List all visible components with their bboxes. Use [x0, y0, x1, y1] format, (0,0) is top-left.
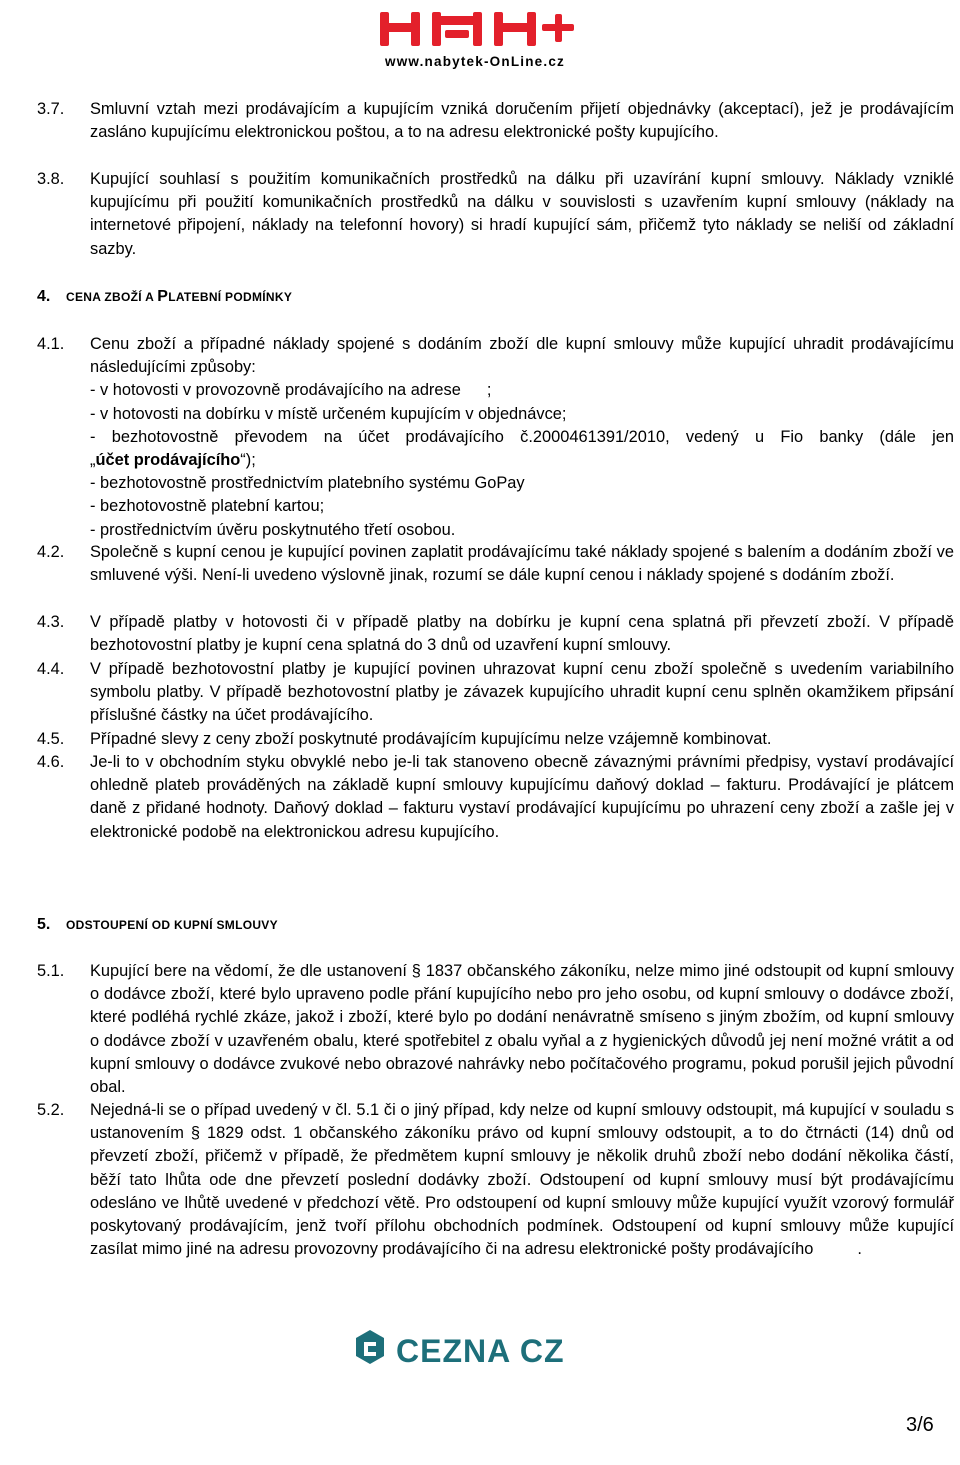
paragraph-4-3	[37, 611, 954, 657]
section-number: 4.	[37, 288, 51, 305]
payment-method-line: - prostřednictvím úvěru poskytnutého třetí osobou.	[90, 520, 456, 539]
paragraph-3-8	[37, 168, 954, 261]
paragraph-text: Společně s kupní cenou je kupující povinen zaplatit prodávajícímu také náklady spojené s balením a dodáním zboží ve smluvené výši. Není-li uvedeno výslovně jinak, rozumí se dále kupní cenou i náklady spojené s dodáním zboží.	[90, 543, 954, 585]
page-number: 3/6	[906, 1414, 934, 1436]
paragraph-number: 4.6.	[37, 753, 65, 771]
paragraph-4-5	[37, 728, 954, 751]
paragraph-number: 4.2.	[37, 543, 65, 561]
payment-method-text: - v hotovosti v provozovně prodávajícího na adrese	[90, 381, 461, 400]
paragraph-number: 5.2.	[37, 1101, 65, 1119]
payment-method-line: - v hotovosti na dobírku v místě určeném kupujícím v objednávce;	[90, 404, 567, 423]
paragraph-number: 4.4.	[37, 660, 65, 678]
paragraph-number: 4.5.	[37, 730, 65, 748]
paragraph-5-2	[37, 1099, 954, 1261]
payment-method-line	[90, 449, 954, 472]
cezna-mark-icon	[356, 1330, 384, 1364]
paragraph-number: 5.1.	[37, 962, 65, 980]
paragraph-4-4	[37, 658, 954, 728]
paragraph-5-1	[37, 960, 954, 1099]
section-heading-5	[37, 916, 278, 934]
paragraph-text: V případě platby v hotovosti či v případě platby na dobírku je kupní cena splatná při převzetí zboží. V případě bezhotovostní platby je kupní cena splatná do 3 dnů od uzavření kupní smlouvy.	[90, 613, 954, 655]
section-title-part: CENA ZBOŽÍ A	[66, 290, 158, 304]
paragraph-text: Kupující bere na vědomí, že dle ustanovení § 1837 občanského zákoníku, nelze mimo jiné odstoupit od kupní smlouvy o dodávce zboží, které bylo upraveno podle přání kupujícího nebo pro jeho osobu, od kupní smlouvy o dodávce zboží, které podléhá rychlé zkáze, jakož i zboží, které bylo po dodání nenávratně smíseno s jiným zbožím, od kupní smlouvy o dodávce zboží v uzavřeném obalu, které spotřebitel z obalu vyňal a z hygienických důvodů jej není možné vrátit a od kupní smlouvy o dodávce zvukové nebo obrazové nahrávky nebo počítačového programu, pokud porušil jejich původní obal.	[90, 962, 954, 1097]
logo-url-text: www.nabytek-OnLine.cz	[385, 54, 565, 69]
paragraph-text: Smluvní vztah mezi prodávajícím a kupujícím vzniká doručením přijetí objednávky (akceptací), jež je prodávajícím zasláno kupujícímu elektronickou poštou, a to na adresu elektronické pošty kupujícího.	[90, 100, 954, 142]
paragraph-end: .	[857, 1240, 862, 1259]
cezna-logo-text: CEZNA CZ	[396, 1333, 565, 1369]
payment-method-line	[90, 379, 954, 402]
section-title	[66, 290, 292, 304]
section-title-capital: P	[157, 288, 169, 305]
paragraph-4-6	[37, 751, 954, 844]
paragraph-number: 3.7.	[37, 100, 65, 118]
paragraph-text	[90, 1099, 954, 1261]
paragraph-number: 4.1.	[37, 335, 65, 353]
paragraph-3-7	[37, 98, 954, 144]
payment-method-line: - bezhotovostně platební kartou;	[90, 497, 325, 516]
section-heading-4	[37, 288, 292, 306]
quote-mark: “);	[240, 451, 256, 470]
payment-method-line: - bezhotovostně převodem na účet prodávajícího č.2000461391/2010, vedený u Fio banky (dále jen	[90, 427, 954, 446]
logo-furniture-icon	[350, 6, 600, 50]
site-logo	[340, 6, 610, 72]
cezna-logo	[352, 1328, 588, 1376]
section-title: ODSTOUPENÍ OD KUPNÍ SMLOUVY	[66, 918, 278, 932]
section-number: 5.	[37, 916, 51, 933]
paragraph-4-1	[37, 333, 954, 542]
paragraph-text: Kupující souhlasí s použitím komunikačních prostředků na dálku při uzavírání kupní smlouvy. Náklady vzniklé kupujícímu při použití komunikačních prostředků na dálku v souvislosti s uzavřením kupní smlouvy (náklady na internetové připojení, náklady na telefonní hovory) si hradí kupující sám, přičemž tyto náklady se neliší od základní sazby.	[90, 170, 954, 258]
paragraph-4-2	[37, 541, 954, 587]
payment-method-text: ;	[486, 381, 492, 400]
paragraph-number: 3.8.	[37, 170, 65, 188]
section-title-part: LATEBNÍ PODMÍNKY	[168, 290, 293, 304]
paragraph-text: Případné slevy z ceny zboží poskytnuté prodávajícím kupujícímu nelze vzájemně kombinovat.	[90, 730, 772, 748]
paragraph-number: 4.3.	[37, 613, 65, 631]
paragraph-text: Cenu zboží a případné náklady spojené s dodáním zboží dle kupní smlouvy může kupující uhradit prodávajícímu následujícími způsoby:	[90, 335, 954, 377]
payment-method-line: - bezhotovostně prostřednictvím platebního systému GoPay	[90, 474, 525, 493]
paragraph-text: V případě bezhotovostní platby je kupující povinen uhrazovat kupní cenu zboží společně s uvedením variabilního symbolu platby. V případě bezhotovostní platby je závazek kupujícího uhradit kupní cenu splněn okamžikem připsání příslušné částky na účet prodávajícího.	[90, 660, 954, 725]
account-term: účet prodávajícího	[95, 451, 241, 470]
paragraph-text: Je-li to v obchodním styku obvyklé nebo je-li tak stanoveno obecně závaznými právními předpisy, vystaví prodávající ohledně plateb prováděných na základě kupní smlouvy kupujícímu daňový doklad – fakturu. Prodávající je plátcem daně z přidané hodnoty. Daňový doklad – fakturu vystaví prodávající kupujícímu po uhrazení ceny zboží a zašle jej v elektronické podobě na elektronickou adresu kupujícího.	[90, 753, 954, 841]
paragraph-text-body: Nejedná-li se o případ uvedený v čl. 5.1 či o jiný případ, kdy nelze od kupní smlouvy odstoupit, má kupující v souladu s ustanovením § 1829 odst. 1 občanského zákoníku právo od kupní smlouvy odstoupit, a to do čtrnácti (14) dnů od převzetí zboží, přičemž v případě, že předmětem kupní smlouvy je několik druhů zboží nebo dodání několika částí, běží tato lhůta ode dne převzetí poslední dodávky zboží. Odstoupení od kupní smlouvy musí být prodávajícímu odesláno ve lhůtě uvedené v předchozí větě. Pro odstoupení od kupní smlouvy může kupující využít vzorový formulář poskytovaný prodávajícím, jenž tvoří přílohu obchodních podmínek. Odstoupení od kupní smlouvy může kupující zasílat mimo jiné na adresu provozovny prodávajícího či na adresu elektronické pošty prodávajícího	[90, 1101, 954, 1259]
quote-mark: „	[90, 451, 96, 470]
